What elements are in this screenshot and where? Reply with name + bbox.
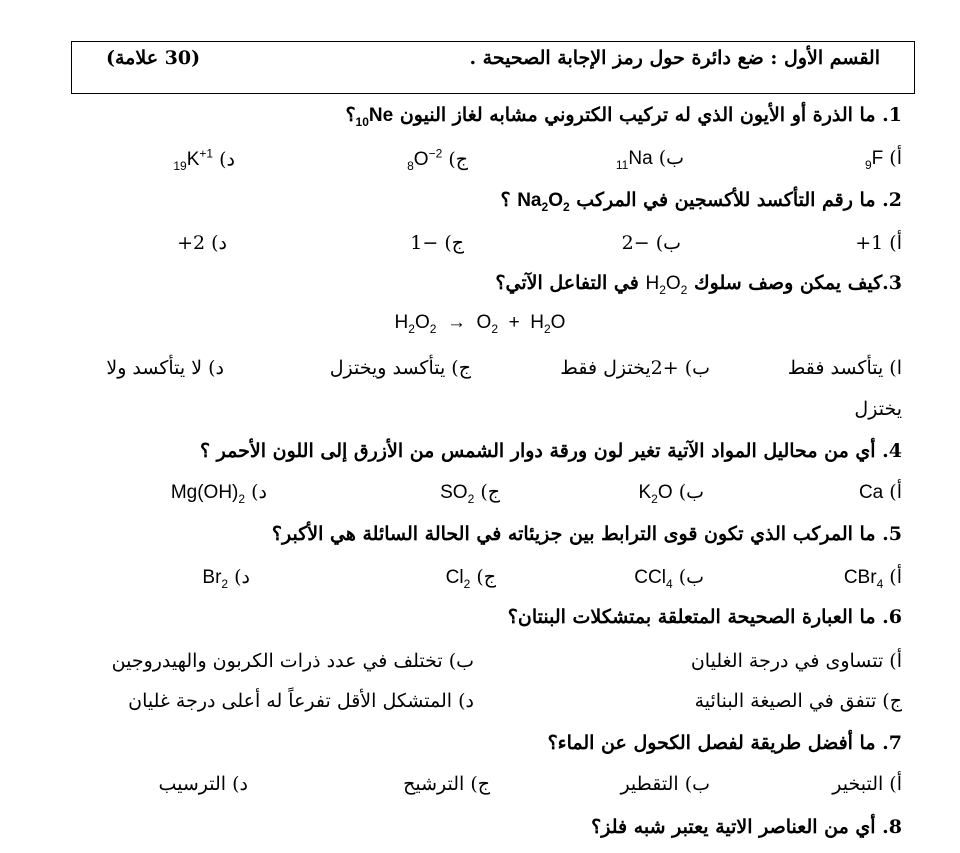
q2-option-b[interactable]: ب) −2 <box>621 232 681 254</box>
q2-option-a[interactable]: أ) 1+ <box>855 232 902 254</box>
question-5: 5. ما المركب الذي تكون قوى الترابط بين جزيئاته في الحالة السائلة هي الأكبر؟ <box>271 523 902 545</box>
q2-option-c[interactable]: ج) −1 <box>410 232 464 254</box>
q6-option-c[interactable]: ج) تتفق في الصيغة البنائية <box>694 690 902 712</box>
question-4: 4. أي من محاليل المواد الآتية تغير لون ورقة دوار الشمس من الأزرق إلى اللون الأحمر ؟ <box>199 440 902 462</box>
q5-option-c[interactable]: ج) $Cl_2$ <box>445 566 496 591</box>
section-header-box <box>71 41 915 94</box>
section-title: القسم الأول : ضع دائرة حول رمز الإجابة الصحيحة . <box>469 47 880 69</box>
reaction-equation: $H_2O_2 \to O_2 + H_2O$ <box>394 312 566 336</box>
reaction-arrow: → <box>446 312 466 333</box>
q4-option-a[interactable]: أ) Ca <box>858 481 902 503</box>
q2-option-d[interactable]: د) 2+ <box>177 232 227 254</box>
question-6: 6. ما العبارة الصحيحة المتعلقة بمتشكلات البنتان؟ <box>507 606 902 628</box>
q4-option-c[interactable]: ج) $SO_2$ <box>440 481 500 506</box>
q1-option-b[interactable]: ب) $_{11}$Na <box>615 147 684 172</box>
q6-option-d[interactable]: د) المتشكل الأقل تفرعاً له أعلى درجة غليان <box>128 690 474 712</box>
q7-option-b[interactable]: ب) التقطير <box>620 773 710 795</box>
q5-option-b[interactable]: ب) CCl$_4$ <box>634 566 704 591</box>
q3-option-d-continued: يختزل <box>854 398 902 420</box>
q1-option-a[interactable]: أ) $_9$F <box>864 147 902 172</box>
q1-option-c[interactable]: ج) $_8O^{-2}$ <box>407 147 468 174</box>
section-marks: (30 علامة) <box>106 47 201 69</box>
question-2: 2. ما رقم التأكسد للأكسجين في المركب $Na_2O_2$ ؟ <box>500 189 902 214</box>
q5-option-d[interactable]: د) $Br_2$ <box>202 566 250 591</box>
q7-option-a[interactable]: أ) التبخير <box>832 773 902 795</box>
question-1: 1. ما الذرة أو الأيون الذي له تركيب الكتروني مشابه لغاز النيون $_{10}$Ne؟ <box>345 104 902 129</box>
q4-option-b[interactable]: ب) $K_2O$ <box>638 481 704 506</box>
q5-option-a[interactable]: أ) CBr$_4$ <box>843 566 902 591</box>
q7-option-c[interactable]: ج) الترشيح <box>403 773 490 795</box>
q4-option-d[interactable]: د) $Mg(OH)_2$ <box>170 481 267 506</box>
question-8: 8. أي من العناصر الاتية يعتبر شبه فلز؟ <box>591 816 902 838</box>
q3-option-a[interactable]: ا) يتأكسد فقط <box>787 357 902 379</box>
q3-option-c[interactable]: ج) يتأكسد ويختزل <box>329 357 471 379</box>
question-7: 7. ما أفضل طريقة لفصل الكحول عن الماء؟ <box>547 732 902 754</box>
q3-option-d[interactable]: د) لا يتأكسد ولا <box>106 357 224 379</box>
q6-option-b[interactable]: ب) تختلف في عدد ذرات الكربون والهيدروجين <box>111 650 474 672</box>
q3-option-b[interactable]: ب) +2يختزل فقط <box>560 357 710 379</box>
q7-option-d[interactable]: د) الترسيب <box>158 773 248 795</box>
question-3: 3.كيف يمكن وصف سلوك $H_2O_2$ في التفاعل الآتي؟ <box>495 272 902 297</box>
q1-option-d[interactable]: د) $_{19}K^{+1}$ <box>173 147 235 174</box>
q6-option-a[interactable]: أ) تتساوى في درجة الغليان <box>690 650 902 672</box>
